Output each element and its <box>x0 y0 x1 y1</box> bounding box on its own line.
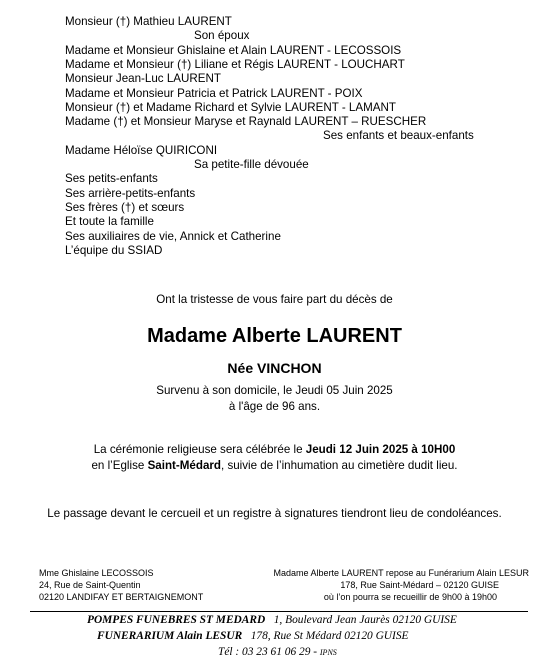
ceremony-datetime: Jeudi 12 Juin 2025 à 10H00 <box>305 443 456 456</box>
family-relation-label: Son époux <box>194 29 250 43</box>
ceremony-line1 <box>0 443 549 456</box>
family-member: Madame et Monsieur Patricia et Patrick LAURENT - POIX <box>65 86 363 100</box>
contact-left-street: 24, Rue de Saint-Quentin <box>39 580 141 590</box>
pf-name: POMPES FUNEBRES ST MEDARD <box>87 614 266 626</box>
family-member: Ses frères (†) et sœurs <box>65 200 185 214</box>
family-member: L’équipe du SSIAD <box>65 243 163 257</box>
announcement-text: Ont la tristesse de vous faire part du décès de <box>156 293 393 306</box>
footer-funerarium <box>97 630 408 642</box>
death-notice-line1: Survenu à son domicile, le Jeudi 05 Juin 2025 <box>156 384 393 397</box>
contact-left <box>39 567 203 603</box>
family-relation-label: Sa petite-fille dévouée <box>194 158 309 171</box>
death-notice-line2: à l'âge de 96 ans. <box>228 400 321 413</box>
family-member: Ses arrière-petits-enfants <box>65 186 196 200</box>
phone-number: Tél : 03 23 61 06 29 - <box>218 646 318 658</box>
maiden-name: Née VINCHON <box>227 360 322 376</box>
family-member: Ses auxiliaires de vie, Annick et Catherine <box>65 229 281 243</box>
footer-phone <box>218 646 337 658</box>
contact-right-line1: Madame Alberte LAURENT repose au Funérarium Alain LESUR <box>273 568 529 578</box>
footer-divider <box>30 611 528 612</box>
ceremony-church: Saint-Médard <box>147 459 221 472</box>
ceremony-line2 <box>0 459 549 472</box>
contact-left-name: Mme Ghislaine LECOSSOIS <box>39 568 154 578</box>
contact-right-line2: 178, Rue Saint-Médard – 02120 GUISE <box>340 580 499 590</box>
family-relation-label: Ses enfants et beaux-enfants <box>323 129 474 143</box>
family-member: Madame Héloïse QUIRICONI <box>65 143 218 157</box>
condolences-text: Le passage devant le cercueil et un registre à signatures tiendront lieu de condoléances. <box>47 507 502 520</box>
contact-right-line3: où l’on pourra se recueillir de 9h00 à 19h00 <box>323 592 497 602</box>
funerarium-name: FUNERARIUM Alain LESUR <box>97 630 243 642</box>
ceremony-burial: , suivie de l’inhumation au cimetière dudit lieu. <box>221 459 458 472</box>
family-member: Monsieur (†) et Madame Richard et Sylvie LAURENT - LAMANT <box>65 100 396 114</box>
family-member: Ses petits-enfants <box>65 172 158 186</box>
ceremony-intro: La cérémonie religieuse sera célébrée le <box>93 443 306 456</box>
deceased-name: Madame Alberte LAURENT <box>147 325 402 347</box>
contact-right <box>274 567 529 603</box>
family-member: Monsieur Jean-Luc LAURENT <box>65 72 221 86</box>
ipns-tag: IPNS <box>319 648 337 657</box>
family-member: Madame (†) et Monsieur Maryse et Raynald LAURENT – RUESCHER <box>65 115 427 129</box>
ceremony-church-prefix: en l’Eglise <box>91 459 148 472</box>
footer-pompes-funebres <box>87 614 457 626</box>
funerarium-address: 178, Rue St Médard 02120 GUISE <box>250 630 409 642</box>
family-member: Madame et Monsieur (†) Liliane et Régis LAURENT - LOUCHART <box>65 57 405 71</box>
family-member: Et toute la famille <box>65 215 154 229</box>
family-member: Madame et Monsieur Ghislaine et Alain LAURENT - LECOSSOIS <box>65 43 402 57</box>
contact-left-city: 02120 LANDIFAY ET BERTAIGNEMONT <box>39 592 204 602</box>
family-member: Monsieur (†) Mathieu LAURENT <box>65 15 232 28</box>
pf-address: 1, Boulevard Jean Jaurès 02120 GUISE <box>273 614 457 626</box>
